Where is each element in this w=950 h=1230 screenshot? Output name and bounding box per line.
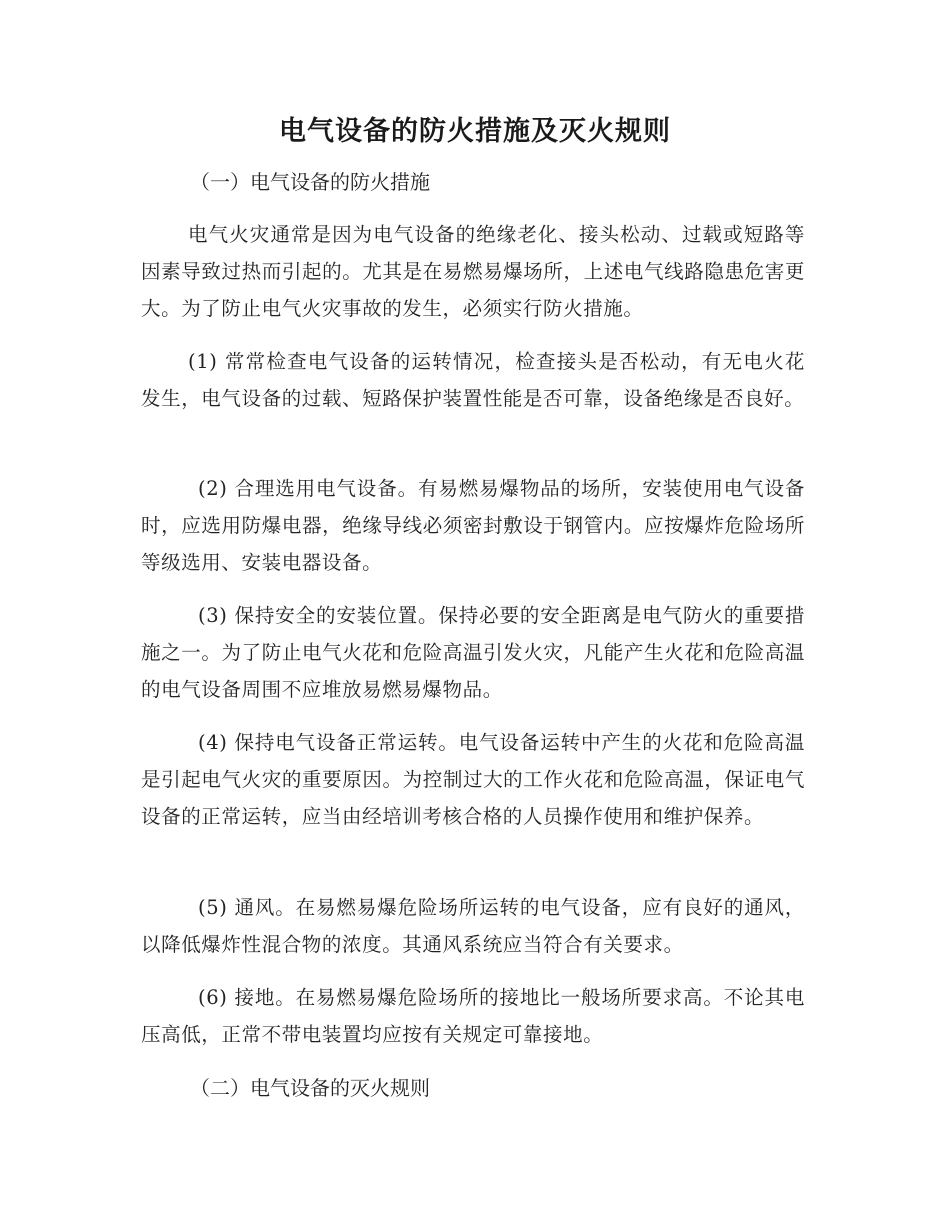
item-paragraph-1: (1) 常常检查电气设备的运转情况，检查接头是否松动，有无电火花发生，电气设备的过载、短路保护装置性能是否可靠，设备绝缘是否良好。	[141, 350, 805, 410]
item-paragraph-4: (4) 保持电气设备正常运转。电气设备运转中产生的火花和危险高温是引起电气火灾的重要原因。为控制过大的工作火花和危险高温，保证电气设备的正常运转，应当由经培训考核合格的人员操作使用和维护保养。	[141, 731, 805, 828]
item-paragraph-6: (6) 接地。在易燃易爆危险场所的接地比一般场所要求高。不论其电压高低，正常不带电装置均应按有关规定可靠接地。	[141, 986, 805, 1046]
section-heading-2: （二）电气设备的灭火规则	[190, 1076, 430, 1100]
document-title: 电气设备的防火措施及灭火规则	[279, 116, 671, 147]
intro-paragraph: 电气火灾通常是因为电气设备的绝缘老化、接头松动、过载或短路等因素导致过热而引起的。尤其是在易燃易爆场所，上述电气线路隐患危害更大。为了防止电气火灾事故的发生，必须实行防火措施。	[141, 223, 805, 320]
item-paragraph-5: (5) 通风。在易燃易爆危险场所运转的电气设备，应有良好的通风，以降低爆炸性混合物的浓度。其通风系统应当符合有关要求。	[141, 896, 805, 956]
section-heading-1: （一）电气设备的防火措施	[190, 170, 430, 194]
item-paragraph-3: (3) 保持安全的安装位置。保持必要的安全距离是电气防火的重要措施之一。为了防止电气火花和危险高温引发火灾，凡能产生火花和危险高温的电气设备周围不应堆放易燃易爆物品。	[141, 604, 805, 701]
item-paragraph-2: (2) 合理选用电气设备。有易燃易爆物品的场所，安装使用电气设备时，应选用防爆电器，绝缘导线必须密封敷设于钢管内。应按爆炸危险场所等级选用、安装电器设备。	[141, 477, 805, 574]
